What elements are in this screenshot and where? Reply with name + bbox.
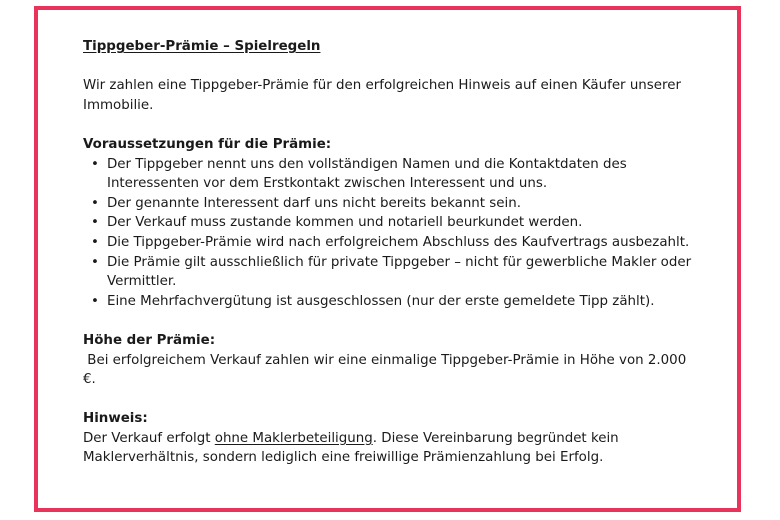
list-item bbox=[83, 155, 703, 194]
spacer bbox=[83, 311, 703, 331]
bullet-icon: • bbox=[91, 234, 99, 250]
bullet-icon: • bbox=[91, 215, 99, 231]
amount-paragraph: Bei erfolgreichem Verkauf zahlen wir eine einmalige Tippgeber-Prämie in Höhe von 2.000 €. bbox=[83, 352, 691, 388]
spacer bbox=[83, 57, 703, 77]
note-underlined-phrase: ohne Maklerbeteiligung bbox=[214, 430, 373, 446]
requirements-heading: Voraussetzungen für die Prämie: bbox=[83, 136, 332, 152]
spacer bbox=[83, 115, 703, 135]
list-item bbox=[83, 233, 703, 253]
list-item-text: Der Verkauf muss zustande kommen und notariell beurkundet werden. bbox=[107, 215, 583, 231]
list-item bbox=[83, 253, 703, 292]
list-item-text: Eine Mehrfachvergütung ist ausgeschlossen (nur der erste gemeldete Tipp zählt). bbox=[107, 293, 655, 309]
list-item-text: Der genannte Interessent darf uns nicht bereits bekannt sein. bbox=[107, 195, 521, 211]
document-content bbox=[83, 37, 703, 468]
bullet-icon: • bbox=[91, 195, 99, 211]
bullet-icon: • bbox=[91, 254, 99, 270]
list-item-text: Die Tippgeber-Prämie wird nach erfolgreichem Abschluss des Kaufvertrags ausbezahlt. bbox=[107, 234, 690, 250]
bullet-icon: • bbox=[91, 293, 99, 309]
amount-heading: Höhe der Prämie: bbox=[83, 332, 216, 348]
list-item-text: Der Tippgeber nennt uns den vollständigen Namen und die Kontaktdaten des Interessenten vor dem Erstkontakt zwischen Interessent und uns. bbox=[107, 156, 627, 192]
list-item bbox=[83, 292, 703, 312]
spacer bbox=[83, 390, 703, 410]
list-item-text: Die Prämie gilt ausschließlich für private Tippgeber – nicht für gewerbliche Makler oder Vermittler. bbox=[107, 254, 692, 290]
bullet-icon: • bbox=[91, 156, 99, 172]
document-title: Tippgeber-Prämie – Spielregeln bbox=[83, 39, 321, 54]
note-heading: Hinweis: bbox=[83, 411, 148, 427]
list-item bbox=[83, 194, 703, 214]
list-item bbox=[83, 213, 703, 233]
intro-paragraph: Wir zahlen eine Tippgeber-Prämie für den erfolgreichen Hinweis auf einen Käufer unserer Immobilie. bbox=[83, 78, 681, 113]
note-text-after: . Diese Vereinbarung begründet kein Maklerverhältnis, sondern lediglich eine freiwillige Prämienzahlung bei Erfolg. bbox=[83, 430, 619, 466]
requirements-list bbox=[83, 155, 703, 312]
note-paragraph bbox=[83, 429, 703, 468]
note-text-before: Der Verkauf erfolgt bbox=[83, 430, 215, 446]
